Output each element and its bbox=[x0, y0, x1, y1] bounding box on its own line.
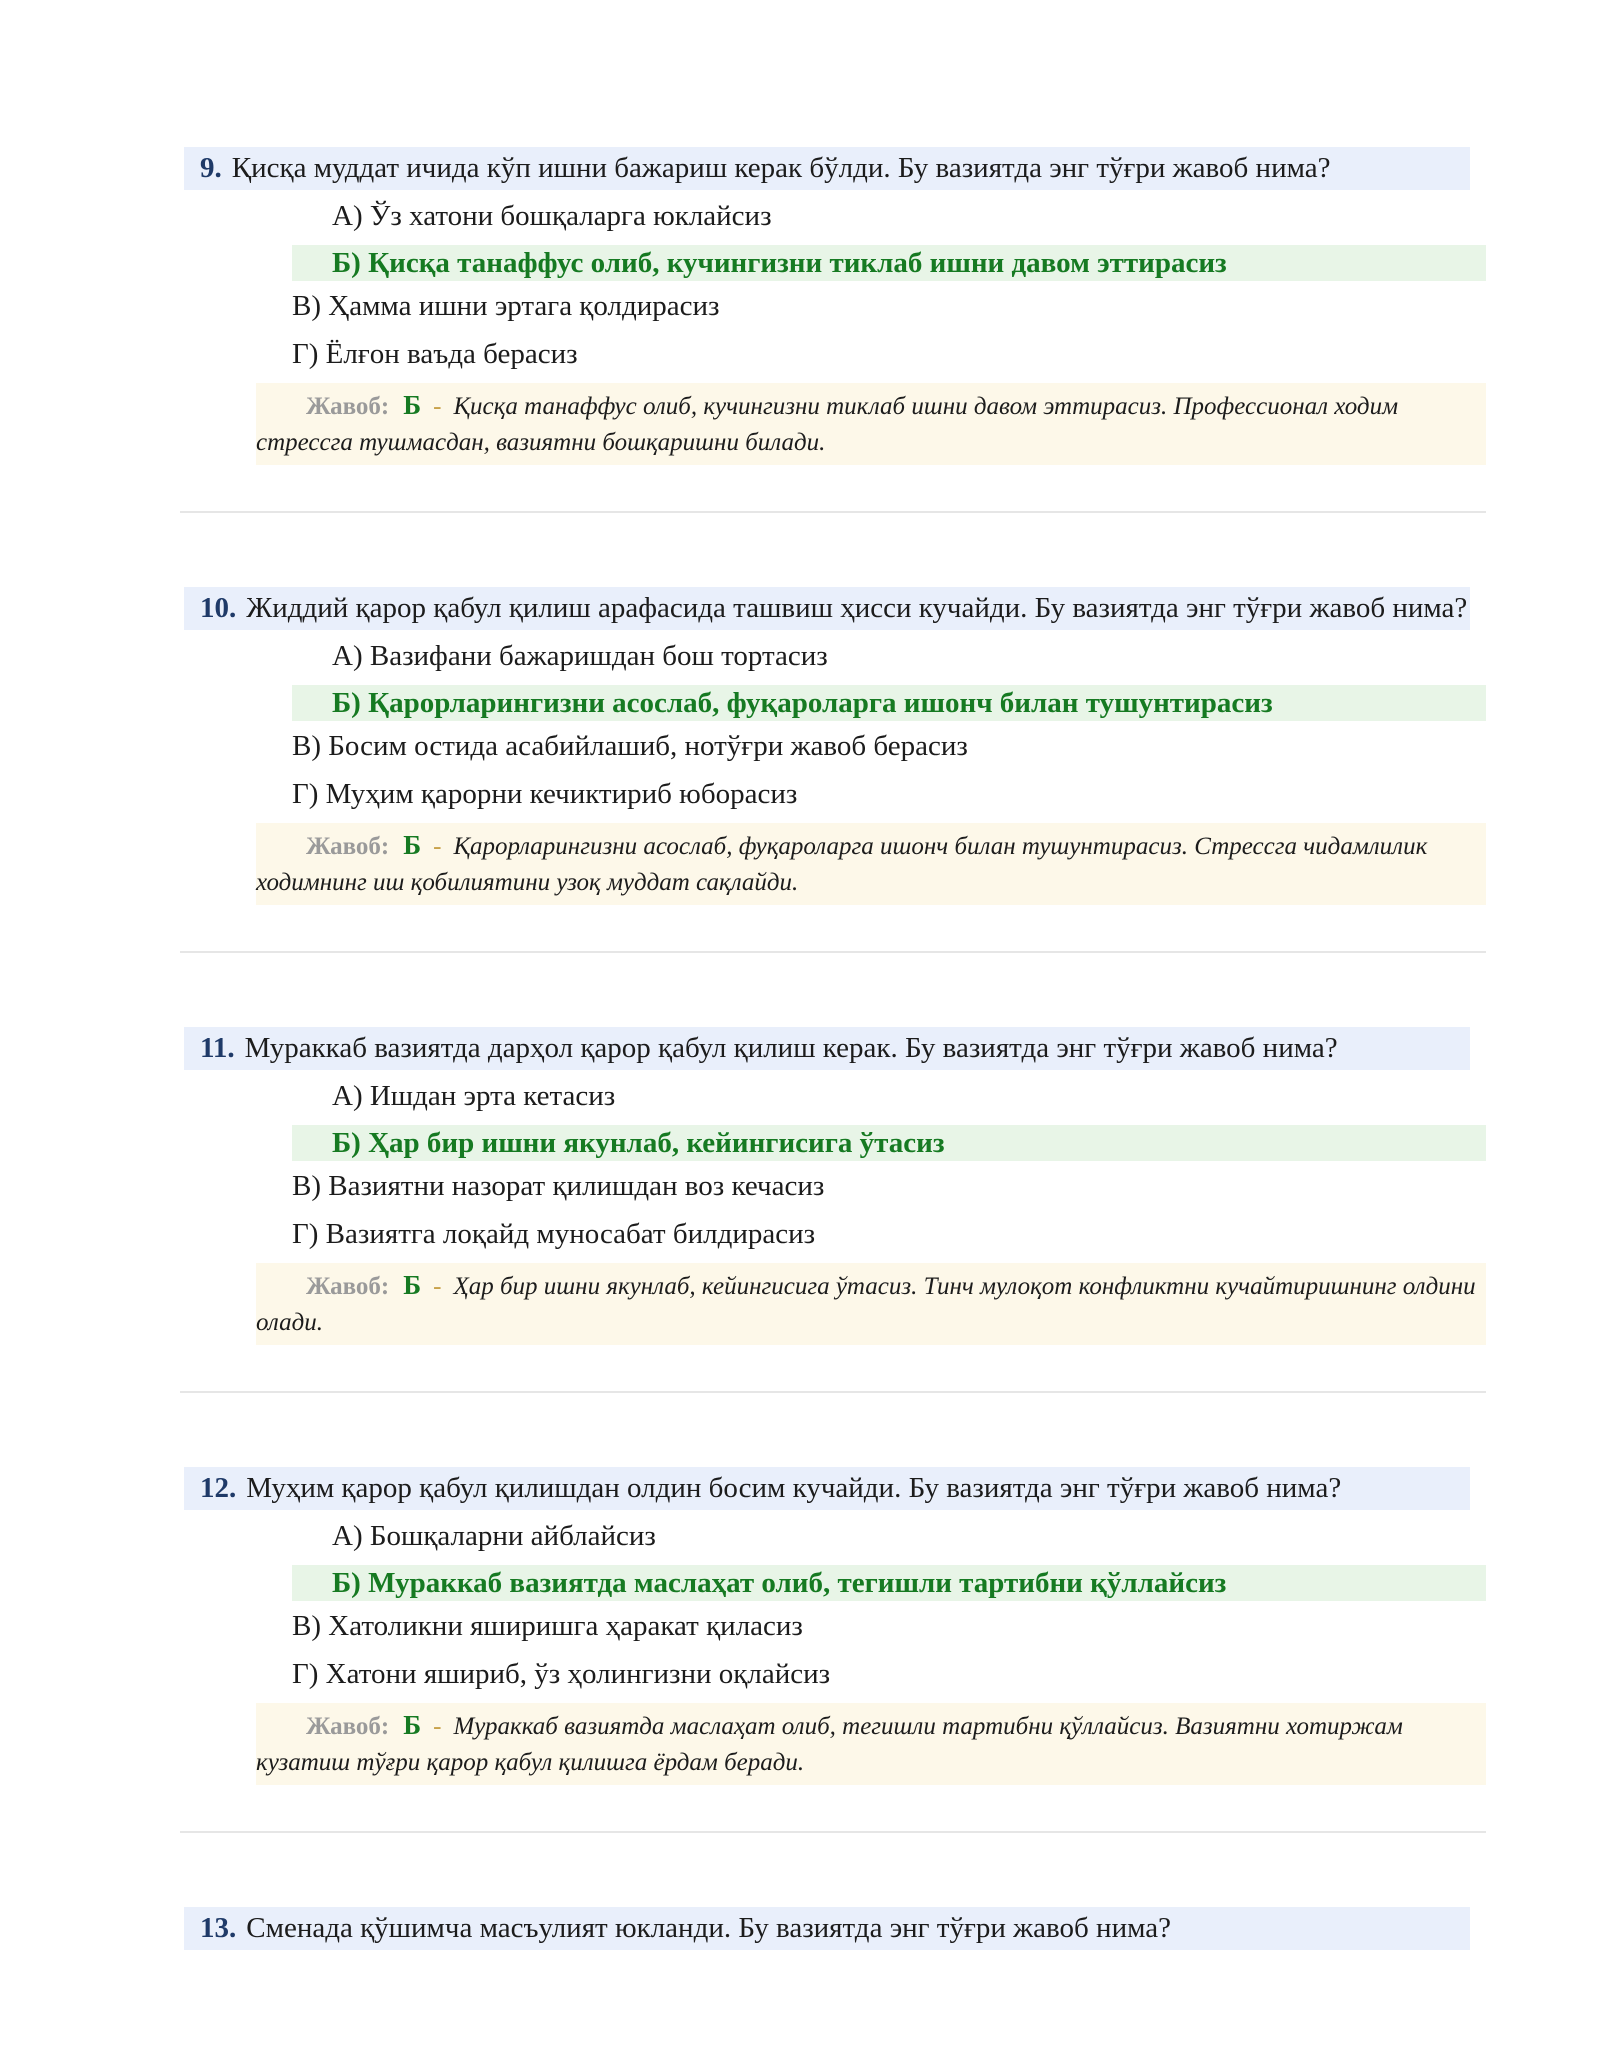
question-12 bbox=[180, 1467, 1486, 1833]
question-text: Муҳим қарор қабул қилишдан олдин босим кучайди. Бу вазиятда энг тўғри жавоб нима? bbox=[246, 1472, 1342, 1504]
question-text: Қисқа муддат ичида кўп ишни бажариш керак бўлди. Бу вазиятда энг тўғри жавоб нима? bbox=[231, 152, 1331, 184]
answer-box bbox=[256, 1263, 1486, 1345]
question-text: Мураккаб вазиятда дарҳол қарор қабул қилиш керак. Бу вазиятда энг тўғри жавоб нима? bbox=[244, 1032, 1338, 1064]
option-c: В) Вазиятни назорат қилишдан воз кечасиз bbox=[292, 1170, 825, 1202]
answer-explanation: Қисқа танаффус олиб, кучингизни тиклаб ишни давом эттирасиз. Профессионал ходим стрессга тушмасдан, вазиятни бошқаришни билади. bbox=[256, 393, 1399, 456]
option-d: Г) Ёлғон ваъда берасиз bbox=[292, 338, 578, 370]
answer-box bbox=[256, 823, 1486, 905]
divider bbox=[180, 1831, 1486, 1833]
question-number: 9. bbox=[200, 152, 222, 184]
answer-label: Жавоб: bbox=[306, 833, 390, 860]
option-c: В) Ҳамма ишни эртага қолдирасиз bbox=[292, 290, 720, 322]
answer-dash: - bbox=[433, 1713, 442, 1740]
option-c: В) Босим остида асабийлашиб, нотўғри жавоб берасиз bbox=[292, 730, 968, 762]
option-a: А) Ишдан эрта кетасиз bbox=[332, 1080, 616, 1112]
option-a: А) Ўз хатони бошқаларга юклайсиз bbox=[332, 200, 772, 232]
answer-explanation: Ҳар бир ишни якунлаб, кейингисига ўтасиз. Тинч мулоқот конфликтни кучайтиришнинг олдини олади. bbox=[256, 1273, 1476, 1336]
question-number: 10. bbox=[200, 592, 237, 624]
answer-explanation: Мураккаб вазиятда маслаҳат олиб, тегишли тартибни қўллайсиз. Вазиятни хотиржам кузатиш тўғри қарор қабул қилишга ёрдам беради. bbox=[256, 1713, 1403, 1776]
option-b-correct: Б) Ҳар бир ишни якунлаб, кейингисига ўтасиз bbox=[292, 1125, 1486, 1161]
answer-dash: - bbox=[433, 833, 442, 860]
question-header bbox=[184, 1027, 1470, 1070]
answer-letter: Б bbox=[403, 1710, 422, 1740]
document-page bbox=[180, 147, 1486, 1950]
option-d: Г) Муҳим қарорни кечиктириб юборасиз bbox=[292, 778, 798, 810]
option-a: А) Бошқаларни айблайсиз bbox=[332, 1520, 656, 1552]
option-b-correct: Б) Қарорларингизни асослаб, фуқароларга ишонч билан тушунтирасиз bbox=[292, 685, 1486, 721]
question-9 bbox=[180, 147, 1486, 513]
answer-label: Жавоб: bbox=[306, 393, 390, 420]
answer-label: Жавоб: bbox=[306, 1273, 390, 1300]
question-13 bbox=[180, 1907, 1486, 1950]
question-header bbox=[184, 147, 1470, 190]
question-header bbox=[184, 587, 1470, 630]
question-text: Сменада қўшимча масъулият юкланди. Бу вазиятда энг тўғри жавоб нима? bbox=[246, 1912, 1171, 1944]
question-number: 13. bbox=[200, 1912, 237, 1944]
question-text: Жиддий қарор қабул қилиш арафасида ташвиш ҳисси кучайди. Бу вазиятда энг тўғри жавоб нима? bbox=[246, 592, 1468, 624]
answer-letter: Б bbox=[403, 390, 422, 420]
question-header bbox=[184, 1467, 1470, 1510]
divider bbox=[180, 951, 1486, 953]
question-10 bbox=[180, 587, 1486, 953]
answer-explanation: Қарорларингизни асослаб, фуқароларга ишонч билан тушунтирасиз. Стрессга чидамлилик ходимнинг иш қобилиятини узоқ муддат сақлайди. bbox=[256, 833, 1428, 896]
answer-letter: Б bbox=[403, 830, 422, 860]
option-c: В) Хатоликни яширишга ҳаракат қиласиз bbox=[292, 1610, 803, 1642]
answer-box bbox=[256, 383, 1486, 465]
option-a: А) Вазифани бажаришдан бош тортасиз bbox=[332, 640, 828, 672]
answer-label: Жавоб: bbox=[306, 1713, 390, 1740]
question-number: 11. bbox=[200, 1032, 235, 1064]
divider bbox=[180, 1391, 1486, 1393]
answer-dash: - bbox=[433, 393, 442, 420]
question-header bbox=[184, 1907, 1470, 1950]
option-b-correct: Б) Қисқа танаффус олиб, кучингизни тиклаб ишни давом эттирасиз bbox=[292, 245, 1486, 281]
divider bbox=[180, 511, 1486, 513]
question-11 bbox=[180, 1027, 1486, 1393]
question-number: 12. bbox=[200, 1472, 237, 1504]
answer-dash: - bbox=[433, 1273, 442, 1300]
option-d: Г) Хатони яшириб, ўз ҳолингизни оқлайсиз bbox=[292, 1658, 831, 1690]
answer-letter: Б bbox=[403, 1270, 422, 1300]
option-b-correct: Б) Мураккаб вазиятда маслаҳат олиб, тегишли тартибни қўллайсиз bbox=[292, 1565, 1486, 1601]
option-d: Г) Вазиятга лоқайд муносабат билдирасиз bbox=[292, 1218, 816, 1250]
answer-box bbox=[256, 1703, 1486, 1785]
